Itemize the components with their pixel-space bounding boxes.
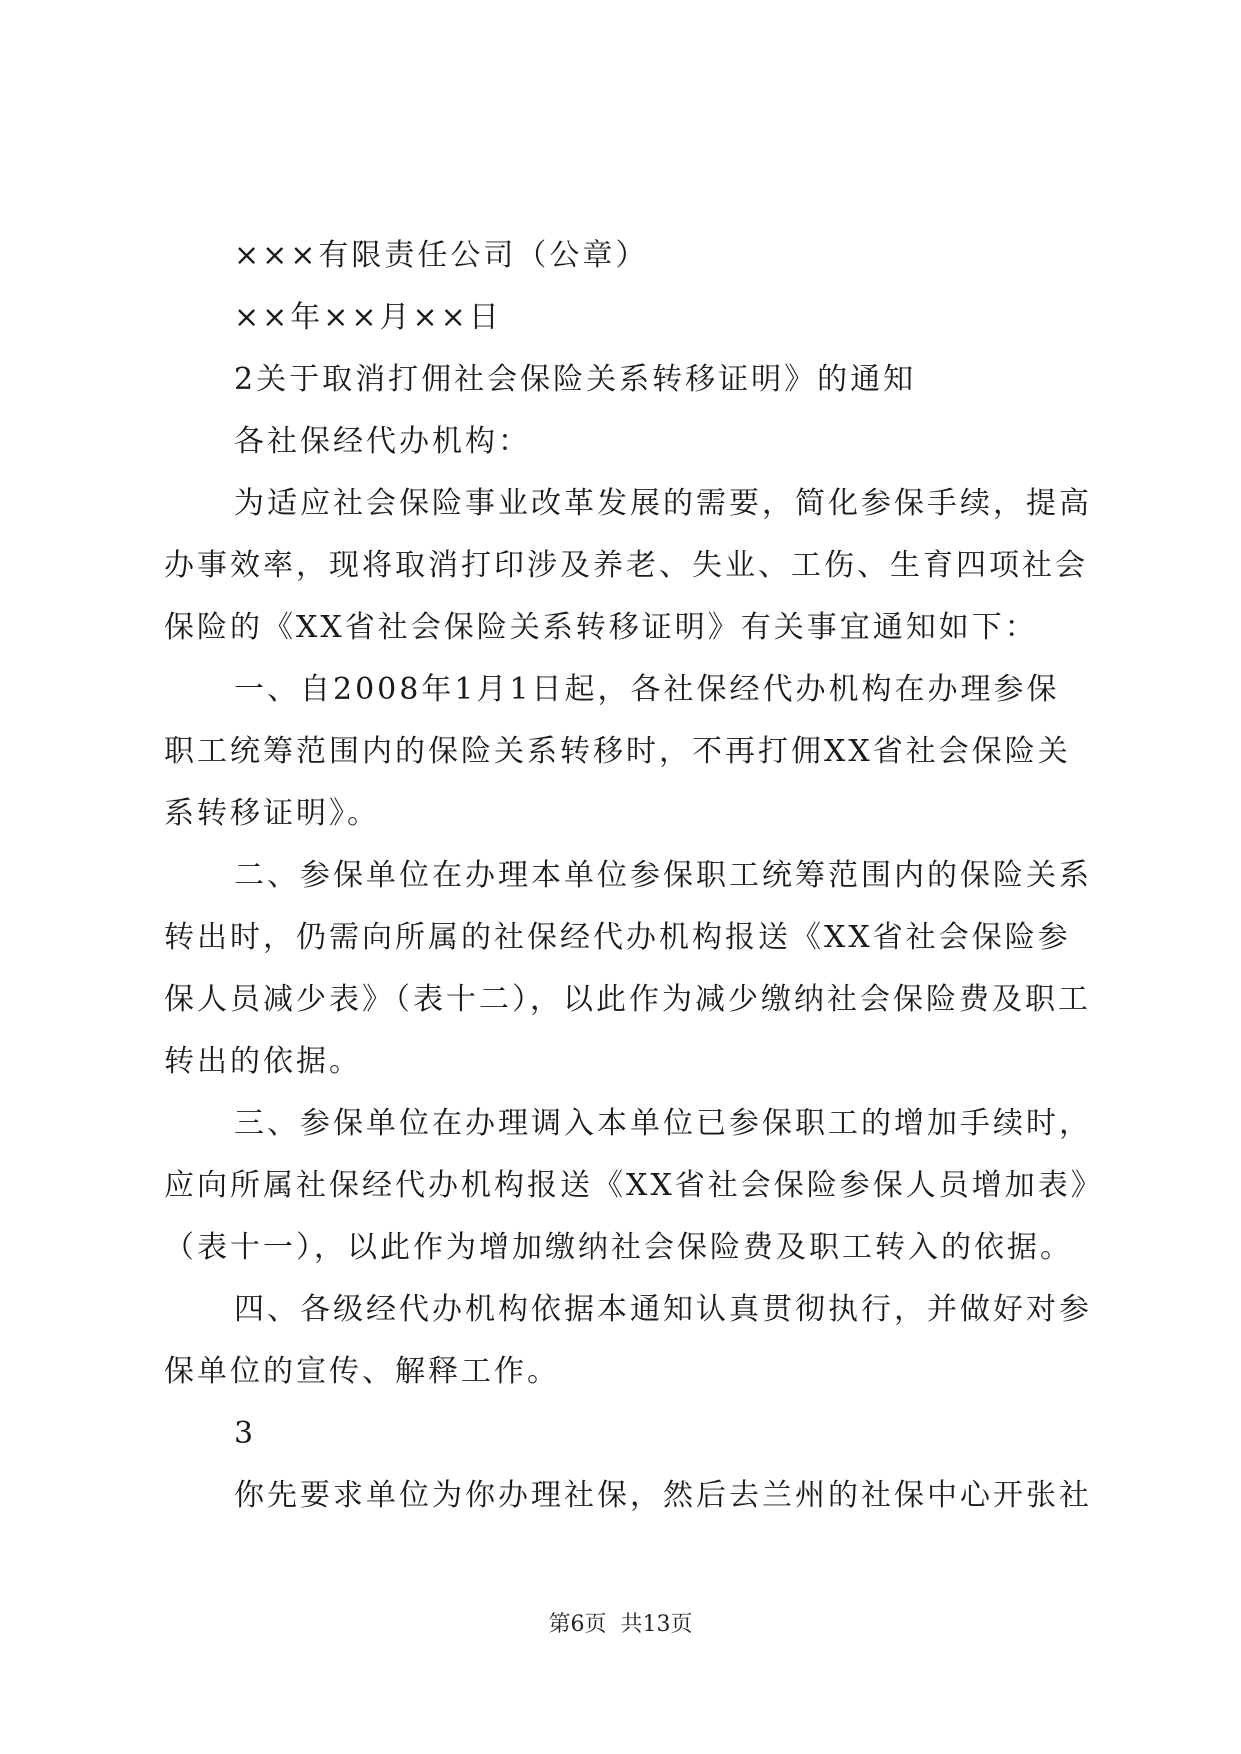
text-line-section-number: 3 (234, 1416, 257, 1451)
text-line: 系转移证明》。 (164, 796, 380, 831)
text-line: 为适应社会保险事业改革发展的需要，简化参保手续，提高 (234, 486, 1092, 521)
document-body (164, 225, 1104, 1527)
text-line: 保单位的宣传、解释工作。 (164, 1354, 560, 1389)
text-line: （表十一），以此作为增加缴纳社会保险费及职工转入的依据。 (164, 1230, 1073, 1265)
text-line-item-4: 四、各级经代办机构依据本通知认真贯彻执行，并做好对参 (234, 1292, 1092, 1327)
page-footer (0, 1610, 1241, 1640)
text-line: 转出时，仍需向所属的社保经代办机构报送《XX省社会保险参 (164, 920, 1071, 955)
text-line-item-3: 三、参保单位在办理调入本单位已参保职工的增加手续时， (234, 1106, 1092, 1141)
text-line: 转出的依据。 (164, 1044, 362, 1079)
page-total: 共13页 (620, 1612, 693, 1637)
text-line-addressee: 各社保经代办机构： (234, 424, 531, 459)
text-line: 保人员减少表》（表十二），以此作为减少缴纳社会保险费及职工 (164, 982, 1091, 1017)
text-line-date: ××年××月××日 (234, 300, 502, 335)
text-line: 办事效率，现将取消打印涉及养老、失业、工伤、生育四项社会 (164, 548, 1088, 583)
text-line-item-1: 一、自2008年1月1日起，各社保经代办机构在办理参保 (234, 672, 1060, 707)
text-line-notice-title: 2关于取消打佣社会保险关系转移证明》的通知 (234, 362, 917, 397)
text-line: 保险的《XX省社会保险关系转移证明》有关事宜通知如下： (164, 610, 1038, 645)
text-line: 你先要求单位为你办理社保，然后去兰州的社保中心开张社 (234, 1478, 1092, 1513)
text-line-item-2: 二、参保单位在办理本单位参保职工统筹范围内的保险关系 (234, 858, 1092, 893)
text-line: 应向所属社保经代办机构报送《XX省社会保险参保人员增加表》 (164, 1168, 1104, 1203)
text-line-company-seal: ×××有限责任公司（公章） (234, 238, 649, 273)
text-line: 职工统筹范围内的保险关系转移时，不再打佣XX省社会保险关 (164, 734, 1071, 769)
page-number: 第6页 (548, 1612, 607, 1637)
